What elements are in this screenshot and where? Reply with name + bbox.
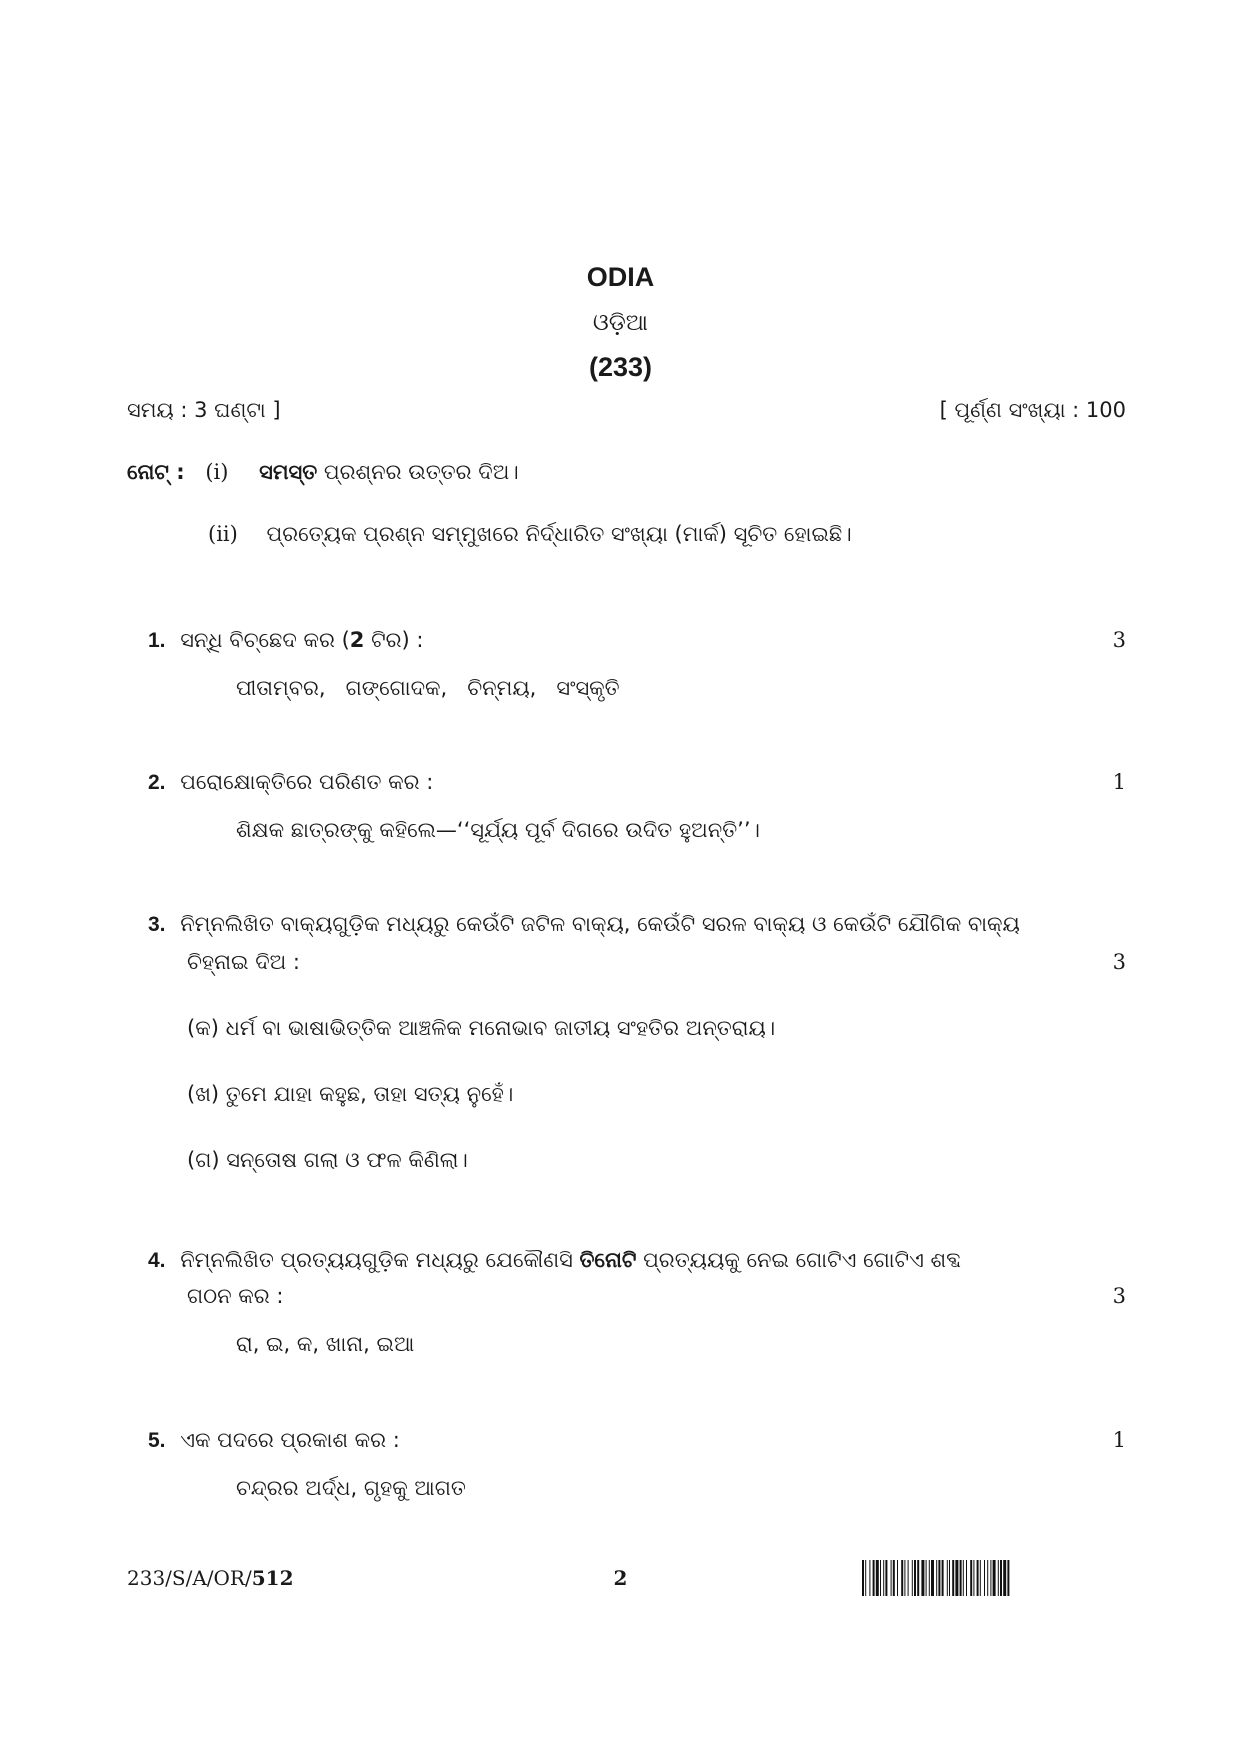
question-text-bold: ତିନୋଟି bbox=[579, 1248, 637, 1272]
question-3-option-ka: (କ) ଧର୍ମ ବା ଭାଷାଭିତ୍ତିକ ଆଞ୍ଚଳିକ ମନୋଭାବ ଜାତୀୟ ସଂହତିର ଅନ୍ତରାୟ। bbox=[187, 1016, 776, 1040]
barcode-image bbox=[862, 1560, 1127, 1596]
note-text: ପ୍ରଶ୍ନର ଉତ୍ତର ଦିଅ। bbox=[317, 460, 519, 484]
time-allowed: ସମୟ : 3 ଘଣ୍ଟା ] bbox=[127, 398, 281, 422]
note-number: (i) bbox=[205, 460, 229, 484]
note-number: (ii) bbox=[208, 522, 238, 546]
question-5-phrases: ଚନ୍ଦ୍ରର ଅର୍ଦ୍ଧ, ଗୃହକୁ ଆଗତ bbox=[236, 1476, 466, 1500]
note-text: ପ୍ରତ୍ୟେକ ପ୍ରଶ୍ନ ସମ୍ମୁଖରେ ନିର୍ଦ୍ଧାରିତ ସଂଖ୍ୟା (ମାର୍କ) ସୂଚିତ ହୋଇଛି। bbox=[266, 522, 852, 546]
question-3-option-ga: (ଗ) ସନ୍ତୋଷ ଗଲା ଓ ଫଳ କିଣିଲା। bbox=[187, 1148, 468, 1172]
paper-code-prefix: 233/S/A/OR/ bbox=[127, 1566, 252, 1590]
question-5-marks: 1 bbox=[1112, 1428, 1126, 1452]
note-bold-text: ସମସ୍ତ bbox=[259, 460, 318, 484]
question-text-bold: 2 bbox=[349, 628, 365, 652]
question-2 bbox=[148, 770, 433, 795]
question-number: 4. bbox=[148, 1249, 166, 1272]
note-label: ନୋଟ୍ : bbox=[127, 460, 185, 484]
question-number: 1. bbox=[148, 629, 166, 652]
question-text: ପ୍ରତ୍ୟୟକୁ ନେଇ ଗୋଟିଏ ଗୋଟିଏ ଶବ୍ଦ bbox=[636, 1248, 961, 1272]
paper-code-number: 512 bbox=[251, 1566, 294, 1590]
question-1-marks: 3 bbox=[1112, 628, 1126, 652]
subject-native-title: ଓଡ଼ିଆ bbox=[592, 310, 649, 336]
question-2-marks: 1 bbox=[1112, 770, 1126, 794]
question-3 bbox=[148, 912, 1020, 937]
question-number: 3. bbox=[148, 913, 166, 936]
question-3-option-kha: (ଖ) ତୁମେ ଯାହା କହୁଛ, ତାହା ସତ୍ୟ ନୁହେଁ। bbox=[187, 1082, 514, 1106]
question-1-items: ପୀତାମ୍ବର, ଗଙ୍ଗୋଦକ, ଚିନ୍ମୟ, ସଂସ୍କୃତି bbox=[236, 676, 620, 700]
full-marks: [ ପୂର୍ଣ୍ଣ ସଂଖ୍ୟା : 100 bbox=[939, 398, 1126, 422]
question-text: ପରୋକ୍ଷୋକ୍ତିରେ ପରିଣତ କର : bbox=[180, 770, 434, 794]
subject-title: ODIA bbox=[586, 262, 655, 292]
question-number: 2. bbox=[148, 771, 166, 794]
note-row-2 bbox=[208, 522, 852, 547]
question-2-sentence: ଶିକ୍ଷକ ଛାତ୍ରଙ୍କୁ କହିଲେ—‘‘ସୂର୍ଯ୍ୟ ପୂର୍ବ ଦିଗରେ ଉଦିତ ହୁଅନ୍ତି’’। bbox=[236, 818, 760, 842]
note-row-1 bbox=[127, 460, 519, 485]
question-4-suffixes: ରା, ଇ, କ, ଖାନା, ଇଆ bbox=[236, 1332, 415, 1356]
question-text: ନିମ୍ନଲିଖିତ ବାକ୍ୟଗୁଡ଼ିକ ମଧ୍ୟରୁ କେଉଁଟି ଜଟିଳ ବାକ୍ୟ, କେଉଁଟି ସରଳ ବାକ୍ୟ ଓ କେଉଁଟି ଯୌଗିକ ବାକ୍ୟ bbox=[180, 912, 1020, 936]
subject-code: (233) bbox=[588, 352, 653, 382]
question-5 bbox=[148, 1428, 400, 1453]
question-text: ଏକ ପଦରେ ପ୍ରକାଶ କର : bbox=[180, 1428, 400, 1452]
question-number: 5. bbox=[148, 1429, 166, 1452]
question-text: ଟିର) : bbox=[364, 628, 424, 652]
page-number: 2 bbox=[613, 1566, 628, 1590]
question-4-line-2: ଗଠନ କର : bbox=[187, 1284, 284, 1308]
question-1 bbox=[148, 628, 424, 653]
question-4 bbox=[148, 1248, 961, 1273]
question-text: ନିମ୍ନଲିଖିତ ପ୍ରତ୍ୟୟଗୁଡ଼ିକ ମଧ୍ୟରୁ ଯେକୌଣସି bbox=[180, 1248, 580, 1272]
question-4-marks: 3 bbox=[1112, 1284, 1126, 1308]
question-3-line-2: ଚିହ୍ନାଇ ଦିଅ : bbox=[187, 950, 300, 974]
question-text: ସନ୍ଧି ବିଚ୍ଛେଦ କର ( bbox=[180, 628, 350, 652]
question-3-marks: 3 bbox=[1112, 950, 1126, 974]
